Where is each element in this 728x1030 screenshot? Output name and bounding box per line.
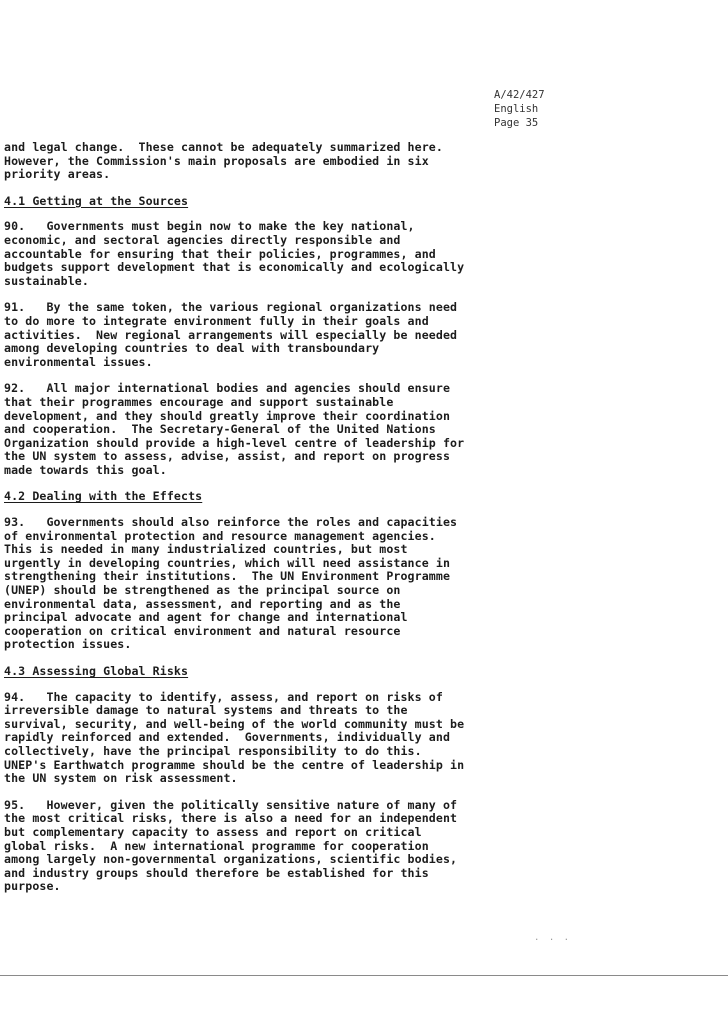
paragraph-94: 94. The capacity to identify, assess, and report on risks of irreversible damage to natural systems and threats to the survival, security, and well-being of the world community must be rapidly reinforced and extended. Governments, individually and collectively, have the principal responsibility to do this. UNEP's Earthwatch programme should be the centre of leadership in the UN system on risk assessment.	[4, 689, 465, 786]
document-reference	[494, 88, 545, 130]
page-number: Page 35	[494, 117, 539, 129]
section-heading: 4.3 Assessing Global Risks	[4, 664, 189, 678]
paragraph-91: 91. By the same token, the various regional organizations need to do more to integrate environment fully in their goals and activities. New regional arrangements will especially be needed among developing countries to deal with transboundary environmental issues.	[4, 300, 458, 369]
paragraph-90: 90. Governments must begin now to make the key national, economic, and sectoral agencies directly responsible and accountable for ensuring that their policies, programmes, and budgets support development that is economically and ecologically sustainable.	[4, 219, 465, 288]
paragraph-92: 92. All major international bodies and agencies should ensure that their programmes encourage and support sustainable development, and they should greatly improve their coordination and cooperation. The Secretary-General of the United Nations Organization should provide a high-level centre of leadership for the UN system to assess, advise, assist, and report on progress made towards this goal.	[4, 381, 465, 477]
document-language: English	[494, 103, 539, 115]
document-body	[4, 141, 724, 907]
section-4-2	[4, 490, 724, 652]
page-bottom-rule	[0, 975, 728, 976]
paragraph-93: 93. Governments should also reinforce the roles and capacities of environmental protection and resource management agencies. This is needed in many industrialized countries, but most urgently in developing countries, which will need assistance in strengthening their institutions. The UN Environment Programme (UNEP) should be strengthened as the principal source on environmental data, assessment, and reporting and as the principal advocate and agent for change and international cooperation on critical environment and natural resource protection issues.	[4, 515, 458, 652]
document-symbol: A/42/427	[494, 89, 545, 101]
section-heading: 4.1 Getting at the Sources	[4, 193, 189, 208]
paragraph-95: 95. However, given the politically sensitive nature of many of the most critical risks, there is also a need for an independent but complementary capacity to assess and report on critical global risks. A new international programme for cooperation among largely non-governmental organizations, scientific bodies, and industry groups should therefore be established for this purpose.	[4, 797, 458, 894]
section-4-3	[4, 665, 724, 894]
intro-paragraph: and legal change. These cannot be adequately summarized here. However, the Commission's main proposals are embodied in six priority areas.	[4, 140, 443, 182]
section-4-1	[4, 195, 724, 478]
footer-marks: . . .	[534, 933, 572, 943]
section-heading: 4.2 Dealing with the Effects	[4, 489, 203, 504]
